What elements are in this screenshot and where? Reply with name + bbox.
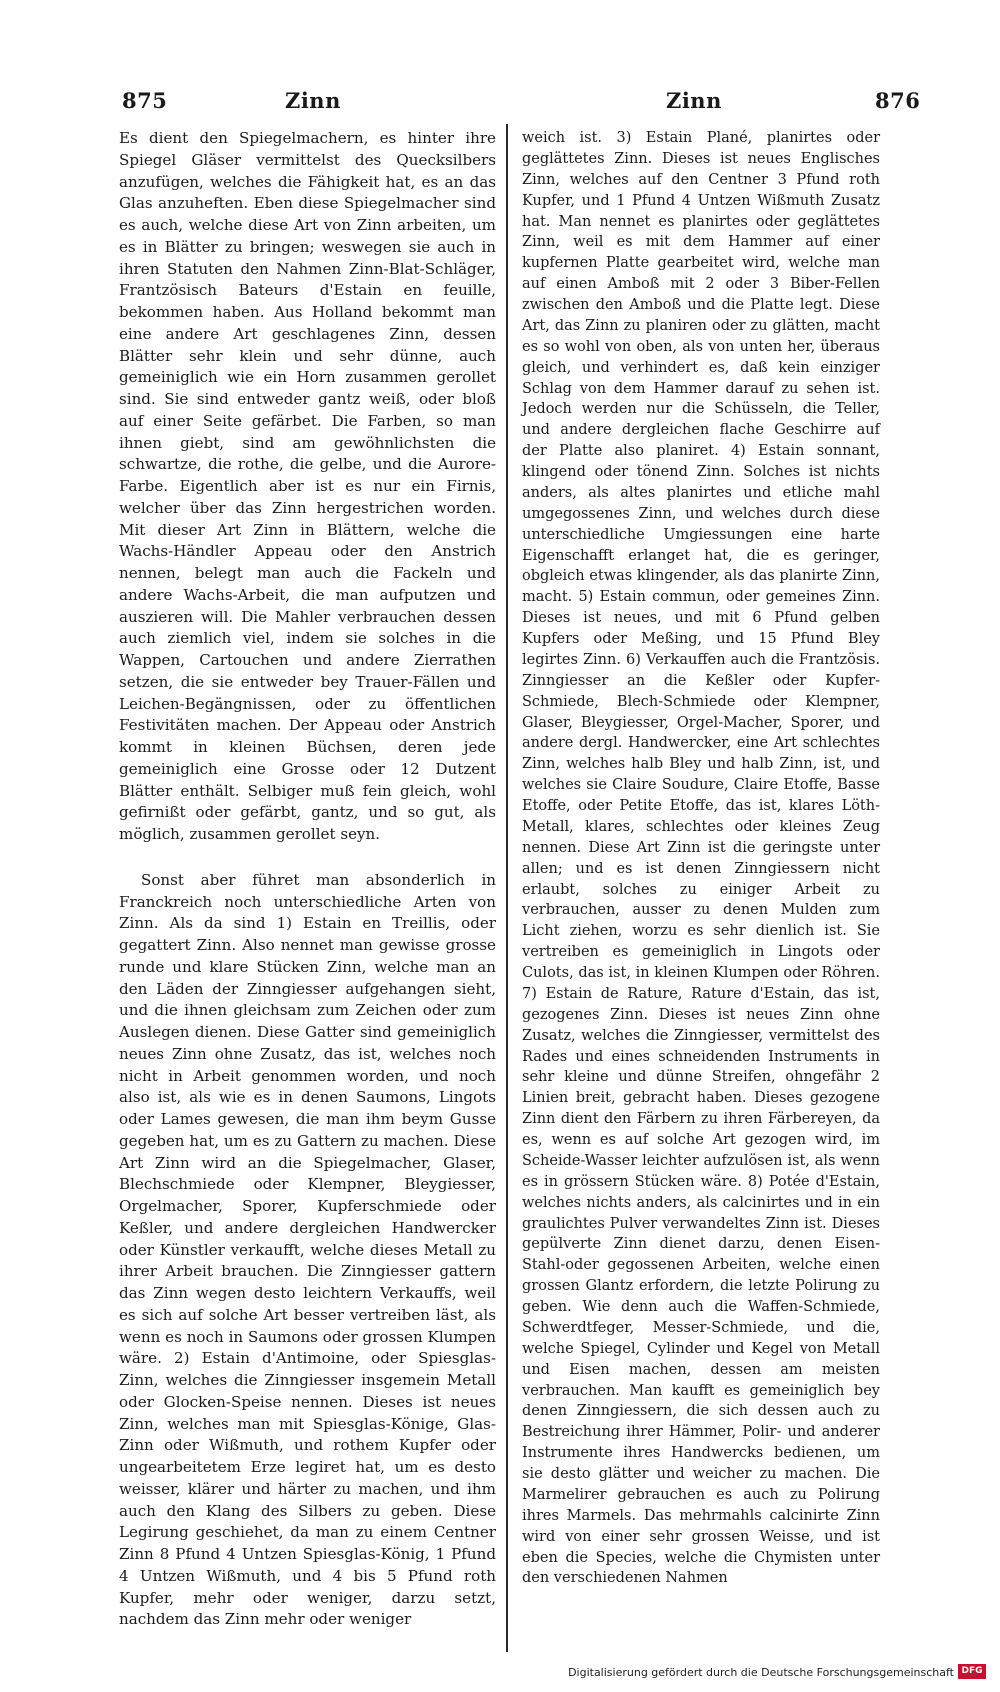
text-column-left [119,128,496,1631]
column-divider [506,124,508,1652]
dfg-logo: DFG [958,1664,986,1679]
page-number-right: 876 [875,88,921,113]
paragraph: Sonst aber führet man absonderlich in Franckreich noch unterschiedliche Arten von Zinn. Als da sind 1) Estain en Treillis, oder gegattert Zinn. Also nennet man gewisse grosse runde und klare Stücken Zinn, welche man an den Läden der Zinngiesser aufgehangen sieht, und die ihnen gleichsam zum Zeichen oder zum Auslegen dienen. Diese Gatter sind gemeiniglich neues Zinn ohne Zusatz, das ist, welches noch nicht in Arbeit genommen worden, und noch also ist, als wie es in denen Saumons, Lingots oder Lames gewesen, die man ihm beym Gusse gegeben hat, um es zu Gattern zu machen. Diese Art Zinn wird an die Spiegelmacher, Glaser, Blechschmiede oder Klempner, Bleygiesser, Orgelmacher, Sporer, Kupferschmiede oder Keßler, und andere dergleichen Handwercker oder Künstler verkaufft, welche dieses Metall zu ihrer Arbeit brauchen. Die Zinngiesser gattern das Zinn wegen desto leichtern Verkauffs, weil es sich auf solche Art besser vertreiben läst, als wenn es noch in Saumons oder grossen Klumpen wäre. 2) Estain d'Antimoine, oder Spiesglas-Zinn, welches die Zinngiesser insgemein Metall oder Glocken-Speise nennen. Dieses ist neues Zinn, welches man mit Spiesglas-Könige, Glas-Zinn oder Wißmuth, und rothem Kupfer oder ungearbeitetem Erze legiret hat, um es desto weisser, klärer und härter zu machen, und ihm auch den Klang des Silbers zu geben. Diese Legirung geschiehet, da man zu einem Centner Zinn 8 Pfund 4 Untzen Spiesglas-König, 1 Pfund 4 Untzen Wißmuth, und 4 bis 5 Pfund roth Kupfer, mehr oder weniger, darzu setzt, nachdem das Zinn mehr oder weniger [119,870,496,1629]
page-number-left: 875 [122,88,168,113]
paragraph: weich ist. 3) Estain Plané, planirtes oder geglättetes Zinn. Dieses ist neues Englisches Zinn, welches auf den Centner 3 Pfund roth Kupfer, und 1 Pfund 4 Untzen Wißmuth Zusatz hat. Man nennet es planirtes oder geglättetes Zinn, weil es mit dem Hammer auf einer kupfernen Platte gearbeitet wird, welche man auf einen Amboß mit 2 oder 3 Biber-Fellen zwischen den Amboß und die Platte legt. Diese Art, das Zinn zu planiren oder zu glätten, macht es so wohl von oben, als von unten her, überaus gleich, und verhindert es, daß kein einziger Schlag von dem Hammer darauf zu sehen ist. Jedoch werden nur die Schüsseln, die Teller, und andere dergleichen flache Geschirre auf der Platte also planiret. 4) Estain sonnant, klingend oder tönend Zinn. Solches ist nichts anders, als altes planirtes und etliche mahl umgegossenes Zinn, und welches durch diese unterschiedliche Umgiessungen eine harte Eigenschafft erlanget hat, die es geringer, obgleich etwas klingender, als das planirte Zinn, macht. 5) Estain commun, oder gemeines Zinn. Dieses ist neues, und mit 6 Pfund gelben Kupfers oder Meßing, und 15 Pfund Bley legirtes Zinn. 6) Verkauffen auch die Frantzösis. Zinngiesser an die Keßler oder Kupfer-Schmiede, Blech-Schmiede oder Klempner, Glaser, Bleygiesser, Orgel-Macher, Sporer, und andere dergl. Handwercker, eine Art schlechtes Zinn, welches halb Bley und halb Zinn, ist, und welches sie Claire Soudure, Claire Etoffe, Basse Etoffe, oder Petite Etoffe, das ist, klares Löth-Metall, klares, schlechtes oder kleines Zeug nennen. Diese Art Zinn ist die geringste unter allen; und es ist denen Zinngiessern nicht erlaubt, solches zu einiger Arbeit zu verbrauchen, ausser zu denen Mulden zum Licht ziehen, worzu es sehr dienlich ist. Sie vertreiben es gemeiniglich in Lingots oder Culots, das ist, in kleinen Klumpen oder Röhren. 7) Estain de Rature, Rature d'Estain, das ist, gezogenes Zinn. Dieses ist neues Zinn ohne Zusatz, welches die Zinngiesser, vermittelst des Rades und eines schneidenden Instruments in sehr kleine und dünne Streifen, ohngefähr 2 Linien breit, gebracht haben. Dieses gezogene Zinn dient den Färbern zu ihren Färbereyen, da es, wenn es auf solche Art gezogen wird, im Scheide-Wasser leichter aufzulösen ist, als wenn es in grössern Stücken wäre. 8) Potée d'Estain, welches nichts anders, als calcinirtes und in ein graulichtes Pulver verwandeltes Zinn ist. Dieses gepülverte Zinn dienet darzu, denen Eisen-Stahl-oder gegossenen Arbeiten, welche einen grossen Glantz erfordern, die letzte Polirung zu geben. Wie denn auch die Waffen-Schmiede, Schwerdtfeger, Messer-Schmiede, und die, welche Spiegel, Cylinder und Kegel von Metall und Eisen machen, dessen am meisten verbrauchen. Man kaufft es gemeiniglich bey denen Zinngiessern, die sich dessen auch zu Bestreichung ihrer Hämmer, Polir- und anderer Instrumente ihres Handwercks bedienen, um sie desto glätter und weicher zu machen. Die Marmelirer gebrauchen es auch zu Polirung ihres Marmels. Das mehrmahls calcinirte Zinn wird von einer sehr grossen Weisse, und ist eben die Species, welche die Chymisten unter den verschiedenen Nahmen [522,130,880,1587]
paragraph: Es dient den Spiegelmachern, es hinter ihre Spiegel Gläser vermittelst des Quecksilbers anzufügen, welches die Fähigkeit hat, es an das Glas anzuheften. Eben diese Spiegelmacher sind es auch, welche diese Art von Zinn arbeiten, um es in Blätter zu bringen; weswegen sie auch in ihren Statuten den Nahmen Zinn-Blat-Schläger, Frantzösisch Bateurs d'Estain en feuille, bekommen haben. Aus Holland bekommt man eine andere Art geschlagenes Zinn, dessen Blätter sehr klein und sehr dünne, auch gemeiniglich wie ein Horn zusammen gerollet sind. Sie sind entweder gantz weiß, oder bloß auf einer Seite gefärbet. Die Farben, so man ihnen giebt, sind am gewöhnlichsten die schwartze, die rothe, die gelbe, und die Aurore-Farbe. Eigentlich aber ist es nur ein Firnis, welcher über das Zinn hergestrichen worden. Mit dieser Art Zinn in Blättern, welche die Wachs-Händler Appeau oder den Anstrich nennen, belegt man auch die Fackeln und andere Wachs-Arbeit, die man aufputzen und auszieren will. Die Mahler verbrauchen dessen auch ziemlich viel, indem sie solches in die Wappen, Cartouchen und andere Zierrathen setzen, die sie entweder bey Trauer-Fällen und Leichen-Begängnissen, oder zu öffentlichen Festivitäten machen. Der Appeau oder Anstrich kommt in kleinen Büchsen, deren jede gemeiniglich eine Grosse oder 12 Dutzent Blätter enthält. Selbiger muß fein gleich, wohl gefirnißt oder gefärbt, gantz, und so gut, als möglich, zusammen gerollet seyn. [119,129,496,843]
running-head-left: Zinn [285,88,341,113]
text-column-right [522,128,880,1589]
digitization-credit: Digitalisierung gefördert durch die Deutsche Forschungsgemeinschaft [568,1666,954,1679]
running-head-right: Zinn [666,88,722,113]
